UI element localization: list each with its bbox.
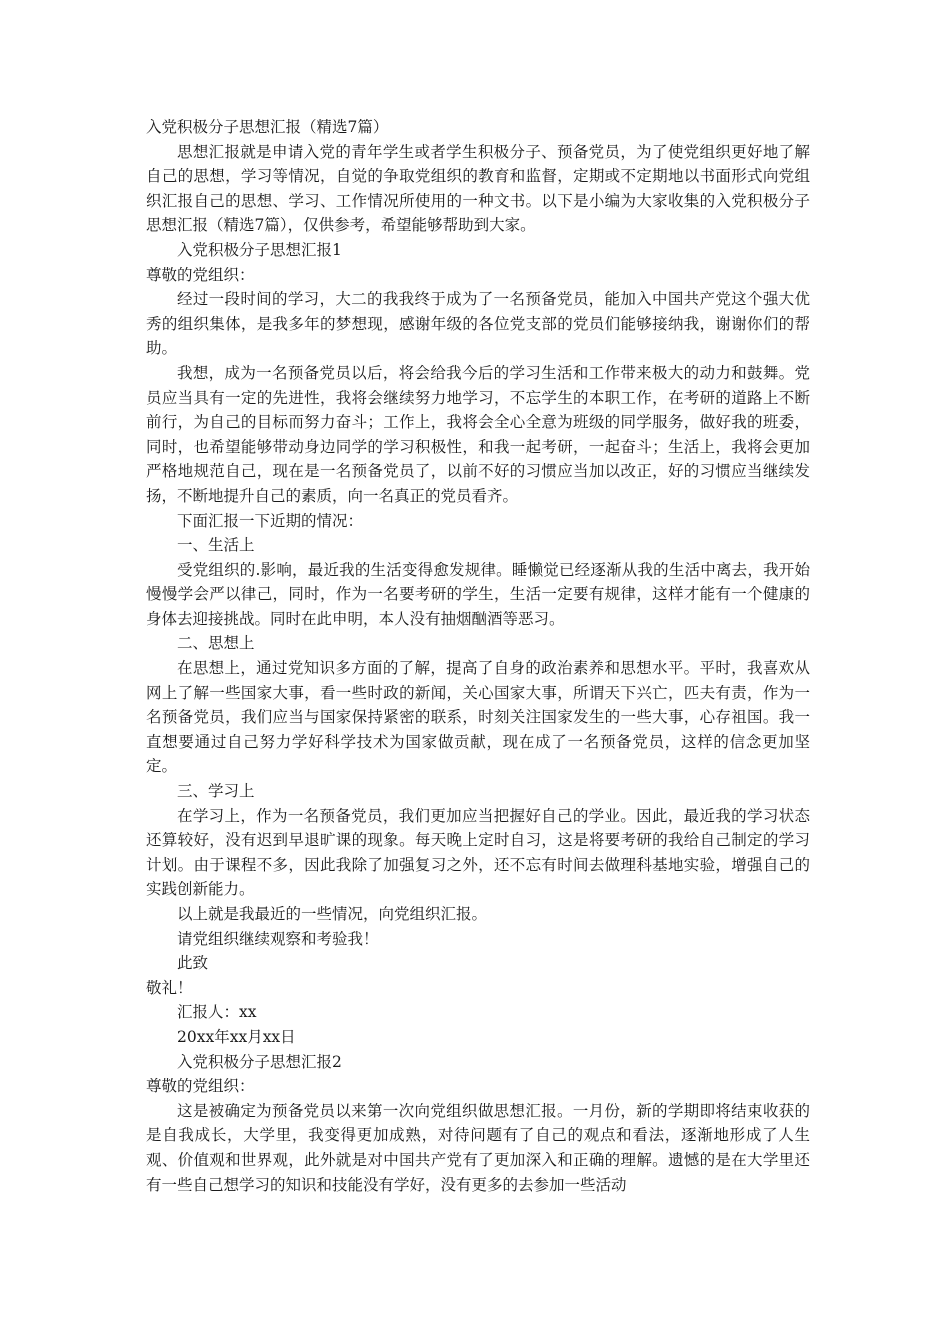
intro-paragraph: 思想汇报就是申请入党的青年学生或者学生积极分子、预备党员，为了使党组织更好地了解自己的思想，学习等情况，自觉的争取党组织的教育和监督，定期或不定期地以书面形式向党组织汇报自己的思想、学习、工作情况所使用的一种文书。以下是小编为大家收集的入党积极分子思想汇报（精选7篇），仅供参考，希望能够帮助到大家。 (146, 142, 810, 235)
date-line: 20xx年xx月xx日 (177, 1027, 296, 1046)
report1-paragraph-3: 下面汇报一下近期的情况： (177, 511, 364, 530)
section-study-body: 在学习上，作为一名预备党员，我们更加应当把握好自己的学业。因此，最近我的学习状态还算较好，没有迟到早退旷课的现象。每天晚上定时自习，这是将要考研的我给自己制定的学习计划。由于课程不多，因此我除了加强复习之外，还不忘有时间去做理科基地实验，增强自己的实践创新能力。 (146, 806, 810, 899)
document-title: 入党积极分子思想汇报（精选7篇） (146, 118, 389, 136)
report2-paragraph-1: 这是被确定为预备党员以来第一次向党组织做思想汇报。一月份，新的学期即将结束收获的是自我成长，大学里，我变得更加成熟，对待问题有了自己的观点和看法，逐渐地形成了人生观、价值观和世界观，此外就是对中国共产党有了更加深入和正确的理解。遗憾的是在大学里还有一些自己想学习的知识和技能没有学好，没有更多的去参加一些活动 (146, 1101, 810, 1194)
report1-heading: 入党积极分子思想汇报1 (177, 240, 342, 259)
closing-line-1: 以上就是我最近的一些情况，向党组织汇报。 (177, 905, 488, 923)
section-thought-title: 二、思想上 (177, 634, 255, 653)
section-thought-body: 在思想上，通过党知识多方面的了解，提高了自身的政治素养和思想水平。平时，我喜欢从网上了解一些国家大事，看一些时政的新闻，关心国家大事，所谓天下兴亡，匹夫有责，作为一名预备党员，我们应当与国家保持紧密的联系，时刻关注国家发生的一些大事，心存祖国。我一直想要通过自己努力学好科学技术为国家做贡献，现在成了一名预备党员，这样的信念更加坚定。 (146, 659, 810, 776)
section-study-title: 三、学习上 (177, 782, 255, 801)
report2-salutation: 尊敬的党组织： (146, 1077, 255, 1096)
document-body (146, 115, 810, 1197)
report1-salutation: 尊敬的党组织： (146, 265, 255, 284)
report1-paragraph-2: 我想，成为一名预备党员以后，将会给我今后的学习生活和工作带来极大的动力和鼓舞。党员应当具有一定的先进性，我将会继续努力地学习，不忘学生的本职工作，在考研的道路上不断前行，为自己的目标而努力奋斗；工作上，我将会全心全意为班级的同学服务，做好我的班委，同时，也希望能够带动身边同学的学习积极性，和我一起考研，一起奋斗；生活上，我将会更加严格地规范自己，现在是一名预备党员了，以前不好的习惯应当加以改正，好的习惯应当继续发扬，不断地提升自己的素质，向一名真正的党员看齐。 (146, 363, 810, 505)
closing-line-2: 请党组织继续观察和考验我！ (177, 929, 379, 948)
report2-heading: 入党积极分子思想汇报2 (177, 1052, 342, 1071)
section-life-title: 一、生活上 (177, 536, 255, 555)
section-life-body: 受党组织的.影响，最近我的生活变得愈发规律。睡懒觉已经逐渐从我的生活中离去，我开始慢慢学会严以律己，同时，作为一名要考研的学生，生活一定要有规律，这样才能有一个健康的身体去迎接挑战。同时在此申明，本人没有抽烟酗酒等恶习。 (146, 560, 810, 628)
report1-paragraph-1: 经过一段时间的学习，大二的我我终于成为了一名预备党员，能加入中国共产党这个强大优秀的组织集体，是我多年的梦想现，感谢年级的各位党支部的党员们能够接纳我，谢谢你们的帮助。 (146, 290, 810, 358)
closing-line-3: 此致 (177, 954, 209, 973)
closing-line-4: 敬礼！ (146, 978, 193, 997)
signer-line: 汇报人：xx (177, 1003, 257, 1022)
